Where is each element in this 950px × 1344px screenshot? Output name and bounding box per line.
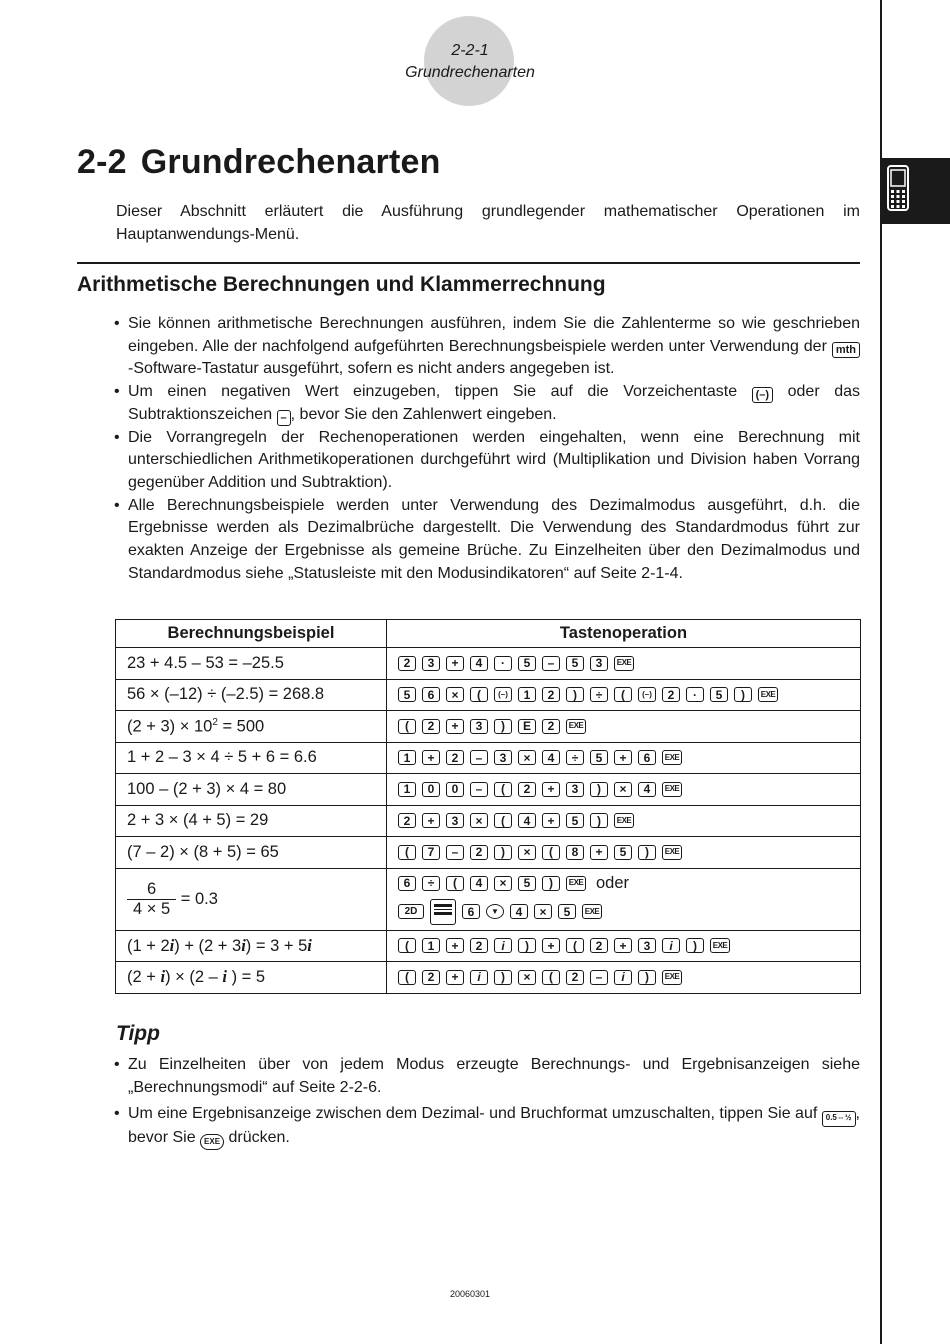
cursor-down-key-icon: ▼ xyxy=(486,904,504,919)
key-icon: – xyxy=(470,782,488,797)
key-icon: 2 xyxy=(542,719,560,734)
list-item: • Um eine Ergebnisanzeige zwischen dem Dezimal- und Bruchformat umzuschalten, tippen Sie auf 0.5⇔½ , bevor Sie EXE drücken. xyxy=(114,1103,860,1150)
key-icon: ( xyxy=(446,876,464,891)
key-icon: 0 xyxy=(422,782,440,797)
keys-cell xyxy=(387,774,861,806)
key-icon: 2 xyxy=(542,687,560,702)
bullet-list xyxy=(114,313,860,585)
table-header-row xyxy=(116,620,861,648)
key-icon: ( xyxy=(398,845,416,860)
sign-key-icon: (–) xyxy=(638,687,656,702)
page-number: 2-2-1 xyxy=(451,42,489,59)
key-icon: + xyxy=(422,750,440,765)
key-icon: 0 xyxy=(446,782,464,797)
example-cell: (1 + 2i) + (2 + 3i) = 3 + 5i xyxy=(116,930,387,962)
key-icon: 2 xyxy=(662,687,680,702)
key-icon: 5 xyxy=(558,904,576,919)
table-row xyxy=(116,742,861,774)
imaginary-key-icon: i xyxy=(662,938,680,953)
key-icon: ( xyxy=(566,938,584,953)
exe-key-icon: EXE xyxy=(662,970,682,985)
page-number-badge xyxy=(424,16,514,106)
key-icon: + xyxy=(446,719,464,734)
key-icon: 4 xyxy=(542,750,560,765)
key-icon: ( xyxy=(614,687,632,702)
key-icon: 1 xyxy=(398,782,416,797)
key-icon: – xyxy=(590,970,608,985)
exe-key-icon: EXE xyxy=(582,904,602,919)
section-number: 2-2 xyxy=(77,143,127,181)
key-icon: ) xyxy=(590,813,608,828)
key-icon: 3 xyxy=(566,782,584,797)
key-icon: 2 xyxy=(590,938,608,953)
key-icon: ) xyxy=(566,687,584,702)
key-icon: ( xyxy=(494,813,512,828)
list-item: • Zu Einzelheiten über von jedem Modus erzeugte Berechnungs- und Ergebnisanzeigen siehe „Berechnungsmodi“ auf Seite 2-2-6. xyxy=(114,1054,860,1099)
table-row xyxy=(116,711,861,743)
key-icon: 2 xyxy=(446,750,464,765)
key-icon: 1 xyxy=(398,750,416,765)
key-icon: + xyxy=(590,845,608,860)
key-icon: – xyxy=(542,656,560,671)
exe-key-icon: EXE xyxy=(614,656,634,671)
keys-cell xyxy=(387,962,861,994)
key-icon: 4 xyxy=(518,813,536,828)
key-icon: 5 xyxy=(398,687,416,702)
table-row xyxy=(116,962,861,994)
section-title: Grundrechenarten xyxy=(140,143,441,181)
key-icon: · xyxy=(686,687,704,702)
key-icon: ÷ xyxy=(566,750,584,765)
key-icon: E xyxy=(518,719,536,734)
key-icon: ) xyxy=(494,970,512,985)
table-row xyxy=(116,805,861,837)
example-cell: 100 – (2 + 3) × 4 = 80 xyxy=(116,774,387,806)
example-cell: 23 + 4.5 – 53 = –25.5 xyxy=(116,648,387,680)
keys-cell xyxy=(387,805,861,837)
divider xyxy=(77,262,860,264)
display-key-icon xyxy=(430,899,456,925)
keys-cell xyxy=(387,868,861,930)
table-row xyxy=(116,774,861,806)
fraction: $\frac{6}{4 \times 5}$ xyxy=(127,880,176,919)
key-icon: 3 xyxy=(470,719,488,734)
key-icon: ) xyxy=(638,845,656,860)
table-row xyxy=(116,930,861,962)
key-icon: 2 xyxy=(422,970,440,985)
key-icon: 2 xyxy=(518,782,536,797)
tip-list xyxy=(114,1054,860,1154)
list-item: • Die Vorrangregeln der Rechenoperationen werden eingehalten, wenn eine Berechnung mit unterschiedlichen Arithmetikoperationen durchgeführt wird (Multiplikation und Division haben Vorrang gegenüber Addition und Subtraktion). xyxy=(114,427,860,495)
example-cell: 1 + 2 – 3 × 4 ÷ 5 + 6 = 6.6 xyxy=(116,742,387,774)
example-cell: $\frac{6}{4 \times 5}$ = 0.3 xyxy=(116,868,387,930)
key-icon: 8 xyxy=(566,845,584,860)
key-icon: 3 xyxy=(422,656,440,671)
exe-key-icon: EXE xyxy=(614,813,634,828)
key-icon: – xyxy=(470,750,488,765)
keys-cell xyxy=(387,837,861,869)
column-header: Tastenoperation xyxy=(387,620,861,648)
key-icon: 3 xyxy=(590,656,608,671)
list-item: • Alle Berechnungsbeispiele werden unter Verwendung des Dezimalmodus ausgeführt, d.h. die Ergebnisse werden als Dezimalbrüche dargestellt. Die Verwendung des Standardmodus führt zur exakten Anzeige der Ergebnisse als gemeine Brüche. Zu Einzelheiten über den Dezimalmodus und Standardmodus siehe „Statusleiste mit den Modusindikatoren“ auf Seite 2-1-4. xyxy=(114,495,860,586)
minus-key-icon: – xyxy=(277,410,291,426)
key-icon: 5 xyxy=(614,845,632,860)
key-icon: 6 xyxy=(638,750,656,765)
running-header: Grundrechenarten xyxy=(405,64,535,81)
key-icon: + xyxy=(614,938,632,953)
example-cell: 56 × (–12) ÷ (–2.5) = 268.8 xyxy=(116,679,387,711)
imaginary-key-icon: i xyxy=(494,938,512,953)
key-icon: ) xyxy=(494,845,512,860)
table-row xyxy=(116,868,861,930)
example-cell: (7 – 2) × (8 + 5) = 65 xyxy=(116,837,387,869)
key-icon: 2 xyxy=(470,845,488,860)
footer-code: 20060301 xyxy=(449,1289,491,1299)
key-icon: 3 xyxy=(446,813,464,828)
key-icon: 3 xyxy=(494,750,512,765)
exe-key-icon: EXE xyxy=(662,845,682,860)
key-icon: 2 xyxy=(422,719,440,734)
key-icon: 6 xyxy=(422,687,440,702)
key-icon: ) xyxy=(638,970,656,985)
key-icon: ) xyxy=(590,782,608,797)
key-icon: 2 xyxy=(566,970,584,985)
keys-cell xyxy=(387,648,861,680)
keys-cell xyxy=(387,742,861,774)
key-icon: 2 xyxy=(398,656,416,671)
key-icon: ( xyxy=(398,719,416,734)
2d-key-icon: 2D xyxy=(398,904,424,919)
decimal-fraction-toggle-icon: 0.5⇔½ xyxy=(822,1111,856,1127)
key-icon: 2 xyxy=(398,813,416,828)
key-icon: 4 xyxy=(470,876,488,891)
key-icon: ( xyxy=(398,970,416,985)
key-icon: 7 xyxy=(422,845,440,860)
table-row xyxy=(116,679,861,711)
imaginary-key-icon: i xyxy=(470,970,488,985)
key-icon: ( xyxy=(398,938,416,953)
key-icon: 1 xyxy=(422,938,440,953)
key-icon: × xyxy=(614,782,632,797)
key-icon: 6 xyxy=(462,904,480,919)
key-icon: – xyxy=(446,845,464,860)
key-icon: + xyxy=(542,938,560,953)
example-cell: 2 + 3 × (4 + 5) = 29 xyxy=(116,805,387,837)
key-icon: × xyxy=(470,813,488,828)
chapter-tab xyxy=(880,158,950,224)
calculation-table xyxy=(115,619,861,994)
key-icon: ( xyxy=(470,687,488,702)
key-icon: 1 xyxy=(518,687,536,702)
list-item: • Sie können arithmetische Berechnungen ausführen, indem Sie die Zahlenterme so wie geschrieben eingeben. Alle der nachfolgend aufgeführten Berechnungsbeispiele werden unter Verwendung der mth-Software-Tastatur ausgeführt, sofern es nicht anders angegeben ist. xyxy=(114,313,860,381)
key-icon: ) xyxy=(518,938,536,953)
key-icon: + xyxy=(542,813,560,828)
exe-key-icon: EXE xyxy=(662,782,682,797)
exe-key-icon: EXE xyxy=(710,938,730,953)
key-icon: + xyxy=(446,938,464,953)
alternative-word: oder xyxy=(596,873,630,892)
key-icon: 5 xyxy=(710,687,728,702)
exe-key-icon: EXE xyxy=(200,1134,224,1150)
key-icon: ) xyxy=(734,687,752,702)
key-icon: ( xyxy=(494,782,512,797)
key-icon: 2 xyxy=(470,938,488,953)
key-icon: × xyxy=(446,687,464,702)
exe-key-icon: EXE xyxy=(566,719,586,734)
key-icon: 4 xyxy=(470,656,488,671)
exe-key-icon: EXE xyxy=(566,876,586,891)
key-icon: × xyxy=(494,876,512,891)
key-icon: 5 xyxy=(590,750,608,765)
example-cell: $(2 + 3) \times 10^2 = 500$ xyxy=(116,711,387,743)
table-row xyxy=(116,837,861,869)
key-icon: 5 xyxy=(518,656,536,671)
key-icon: ( xyxy=(542,970,560,985)
key-icon: 5 xyxy=(566,813,584,828)
sign-key-icon: (–) xyxy=(752,387,773,403)
exe-key-icon: EXE xyxy=(662,750,682,765)
key-icon: × xyxy=(518,750,536,765)
key-icon: ) xyxy=(542,876,560,891)
exe-key-icon: EXE xyxy=(758,687,778,702)
key-icon: · xyxy=(494,656,512,671)
example-cell: (2 + i) × (2 – i ) = 5 xyxy=(116,962,387,994)
key-icon: 4 xyxy=(638,782,656,797)
column-header: Berechnungsbeispiel xyxy=(116,620,387,648)
key-icon: × xyxy=(534,904,552,919)
key-icon: 6 xyxy=(398,876,416,891)
tip-heading: Tipp xyxy=(116,1022,160,1045)
key-icon: + xyxy=(446,656,464,671)
key-icon: ) xyxy=(494,719,512,734)
key-icon: 4 xyxy=(510,904,528,919)
subsection-heading: Arithmetische Berechnungen und Klammerrechnung xyxy=(77,273,606,296)
key-icon: + xyxy=(446,970,464,985)
list-item: • Um einen negativen Wert einzugeben, tippen Sie auf die Vorzeichentaste (–) oder das Subtraktionszeichen – , bevor Sie den Zahlenwert eingeben. xyxy=(114,381,860,426)
table-row xyxy=(116,648,861,680)
keys-cell xyxy=(387,711,861,743)
key-icon: + xyxy=(542,782,560,797)
key-icon: 5 xyxy=(518,876,536,891)
key-icon: × xyxy=(518,970,536,985)
key-icon: ( xyxy=(542,845,560,860)
key-icon: × xyxy=(518,845,536,860)
key-icon: ÷ xyxy=(590,687,608,702)
mth-key-icon: mth xyxy=(832,342,860,358)
keys-cell xyxy=(387,930,861,962)
keys-cell xyxy=(387,679,861,711)
sign-key-icon: (–) xyxy=(494,687,512,702)
key-icon: + xyxy=(614,750,632,765)
page-title xyxy=(77,143,441,182)
key-icon: + xyxy=(422,813,440,828)
key-icon: ) xyxy=(686,938,704,953)
key-icon: ÷ xyxy=(422,876,440,891)
intro-paragraph: Dieser Abschnitt erläutert die Ausführung grundlegender mathematischer Operationen im Hauptanwendungs-Menü. xyxy=(116,203,860,243)
key-icon: 3 xyxy=(638,938,656,953)
key-icon: 5 xyxy=(566,656,584,671)
calculator-icon xyxy=(886,164,910,214)
imaginary-key-icon: i xyxy=(614,970,632,985)
